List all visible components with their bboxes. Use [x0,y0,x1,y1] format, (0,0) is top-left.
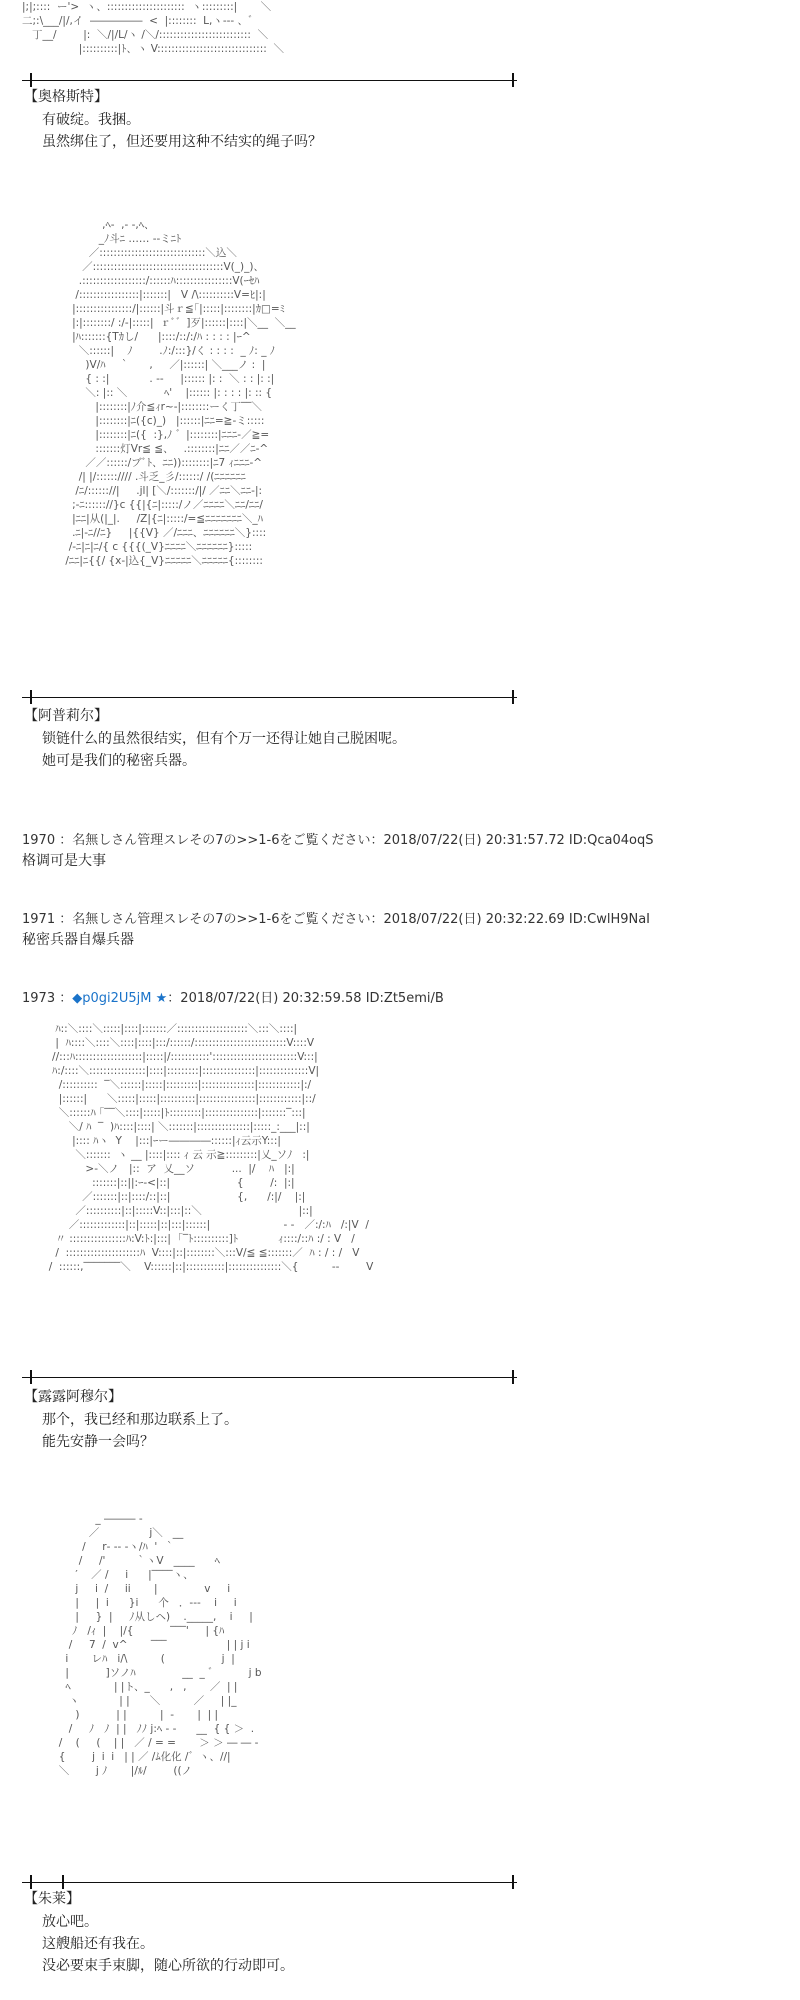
post-header: 1971 ：名無しさん管理スレその7の>>1-6をご覧ください：2018/07/22(日) 20:32:22.69 ID:CwlH9NaI [22,912,651,927]
divider [22,690,517,704]
dialogue-line: 有破绽。我捆。 [42,112,140,128]
divider [22,1875,517,1889]
post-number: 1973 ： [22,991,73,1006]
ascii-art-top: |;|;:::: ー'> ヽ、:::::::::::::::::::::: ヽ:::::::::| ＼ 二;:\___/|/,イ ――――― < |:::::::: L,ヽ--- 、゛ 丁__/ |: ＼/|/L/ヽ /＼/:::::::::::::::::::::::::: ＼ |::::::::::|ﾄ、ヽ V::::::::::::::::::::::::::::::: ＼ [22,1,284,55]
dialogue-line: 没必要束手束脚，随心所欲的行动即可。 [42,1958,294,1974]
post-body: 格调可是大事 [22,853,106,869]
speaker-name: 【奥格斯特】 [24,89,108,105]
post-meta: ：2018/07/22(日) 20:32:59.58 ID:Zt5emi/B [167,991,444,1006]
post-header [22,990,444,1008]
star-icon: ★ [155,991,168,1006]
speaker-name: 【朱莱】 [24,1891,80,1907]
dialogue-line: 她可是我们的秘密兵器。 [42,753,196,769]
dialogue-line: 那个，我已经和那边联系上了。 [42,1412,238,1428]
speaker-name: 【露露阿穆尔】 [24,1389,122,1405]
ascii-art-character: _ ――― - ／ j＼ __ / r‐ ‐‐ ‐ヽ/ﾊ ' ｀ / /' ｀ヽV ____ ﾍ ′ ／ / i |‾‾‾‾ヽ、 j i / ii | v i | | i }i 个 ．‐‐‐ i i | } | ﾉ从しヘ) ._____, i | ﾉ /ｨ | |/{ ‾‾‾' | {ﾊ / 7 / v^ ‾‾‾ | | j i i レﾊ i/\ ( j | | ]ソノﾊ __ _ ゛ j b ﾍ | |ト、_ , , ／ | | ヽ | | ＼ ／ | |_ ) | | | - | | | / ﾉ ﾉ | | ﾉﾉ j:ﾍ - - __ { { ＞ . / ( ( | | ／ / = = ＞ ＞ ― ― - { j i i | | ／ /ﾑ化化 /゛ヽ、//| ＼ j ﾉ |/ﾙ/ ((ノ [58,1513,262,1777]
ascii-art-character: ﾊ::＼::::＼:::::|::::|:::::::／::::::::::::::::::::＼:::＼::::| | ﾊ::::＼::::＼::::|::::|:::/::::::/::::::::::::::::::::::::::V::::V //:::ﾊ:::::::::::::::::::|:::::|/:::::::::::'::::::::::::::::::::::::V:::| ﾊ:/::::＼::::::::::::::::|::::|:::::::::|:::::::::::::::|::::::::::::::V| /:::::::::: ‾＼::::::|:::::|:::::::::|:::::::::::::::|::::::::::::|:/ |::::::| ＼:::::|:::::|::::::::::|::::::::::::::::|::::::::::::|::/ ＼::::::ﾊ ｢‾‾＼::::|:::::|ﾄ:::::::::|:::::::::::::::|:::::::‾:::| ＼/ ﾊ ‾ )ﾊ::::|::::| ＼:::::::|:::::::::::::::|:::::_:___|::| |:::: ﾊヽ Y |:::|ｰー――――::::::|ｨ云示Y:::| ＼::::::: ヽ __ |::::|:::: ｨ 云 示≧:::::::::|乂_ソﾉ :| >-＼ノ |:: ア 乂__ソ ... |/ ﾊ |:| :::::::|::||:ｰ-<|::| { /: |:| ／:::::::|::|::::/::|::| {, /:|/ |:| ／::::::::::|::|:::::V::|:::|::＼ |::| ／:::::::::::::|::|:::::|::|:::|::::::| ‐ ‐ ／:/:ﾊ /:|V / 〃 ::::::::::::::::ﾊ:V:ﾄ:|:::| ｢‾ﾄ::::::::::]ﾄ ｨ::::/::ﾊ :/ : V / / :::::::::::::::::::::ﾊ V::::|::|::::::::＼:::V/≦ ≦:::::::／ ﾊ : / : / V / ::::::,‾‾‾‾‾‾‾＼ V::::::|::|:::::::::::|:::::::::::::::＼{ ‐‐ V [48,1023,374,1273]
dialogue-line: 虽然绑住了，但还要用这种不结实的绳子吗？ [42,134,322,150]
dialogue-line: 能先安静一会吗？ [42,1434,154,1450]
speaker-name: 【阿普莉尔】 [24,708,108,724]
divider [22,73,517,87]
tripcode-link[interactable]: ◆p0gi2U5jM [72,991,152,1006]
dialogue-line: 这艘船还有我在。 [42,1936,154,1952]
dialogue-line: 锁链什么的虽然很结实，但有个万一还得让她自己脱困呢。 [42,731,406,747]
post-body: 秘密兵器自爆兵器 [22,932,134,948]
divider [22,1370,517,1384]
dialogue-line: 放心吧。 [42,1914,98,1930]
ascii-art-character: ,ﾍ- ,- -,ﾍ、 _ﾉ斗ﾆ ‥‥‥ --ミﾆﾄ ／::::::::::::::::::::::::::::::＼込＼ ／:::::::::::::::::::::::::::::::::::::V(_)_)、 .::::::::::::::::::/::::::ﾊ::::::::::::::::V(ｰｾﾊ /:::::::::::::::::|:::::::| V /\::::::::::V=ﾋ|:| |::::::::::::::::/|::::::|斗ｒ≦｢|:::::|::::::::|ｶ□=ﾐ |:|::::::::/ :/-|:::::| ｒﾞ゛]歹|::::::|::::|＼__ ＼__ |ﾊ:::::::{Tｶし/ |::::/::/:/ﾊ : : : : |ｰ^ ＼::::::| ﾉ .ﾉ:/:::}/く : : : : _ ﾉ: _ ﾉ )V/ﾊ ｀ , ／|::::::| ＼___ノ : | { : :| . -‐ |:::::: |: : ＼ : : |: :| ＼: |:: ＼ ﾍ' |:::::: |: : : : |: :: { |::::::::|ﾉ介≦ｨr~-|::::::::ーく丁‾‾＼ |::::::::|ﾆ({c)_) |::::::|ﾆﾆ=≧-ミ::::: |::::::::|ﾆ({ :},ﾉ ゛|::::::::|ﾆﾆﾆ-／≧= :::::::灯Vr≦ ≦、 .::::::::|ﾆﾆ／／ﾆ-^ ／／::::::/ブﾞﾄ、ﾆﾆ))::::::::|ﾆ7 ｨﾆﾆﾆ-^ /| |/:::::://// .斗乏_彡/::::::/ /(ﾆﾆﾆﾆﾆﾆ /ﾆ/:::::://| .jl| [＼/:::::::/|/ ／ﾆﾆ＼ﾆﾆ-|: ;-ﾆ:::::://}c {{|{ﾆ|:::::/ノ／ﾆﾆﾆﾆ＼ﾆﾆ/ﾆﾆ/ |ﾆﾆ|从(|_|. /Z|{ﾆ|:::::/=≦ﾆﾆﾆﾆﾆﾆﾆ＼_ﾊ .ﾆ|-ﾆ//ﾆ} |{{V} ／/ﾆﾆﾆ、ﾆﾆﾆﾆﾆﾆ＼}:::: /-ﾆ|ﾆ|ﾆ/{ c {{{(_V}ﾆﾆﾆﾆ＼ﾆﾆﾆﾆﾆﾆ}::::: /ﾆﾆ|ﾆ{{/ {x-|込{_V}ﾆﾆﾆﾆﾆ＼ﾆﾆﾆﾆﾆ{:::::::: [65,219,296,567]
post-header: 1970 ：名無しさん管理スレその7の>>1-6をご覧ください：2018/07/22(日) 20:31:57.72 ID:Qca04oqS [22,833,654,848]
